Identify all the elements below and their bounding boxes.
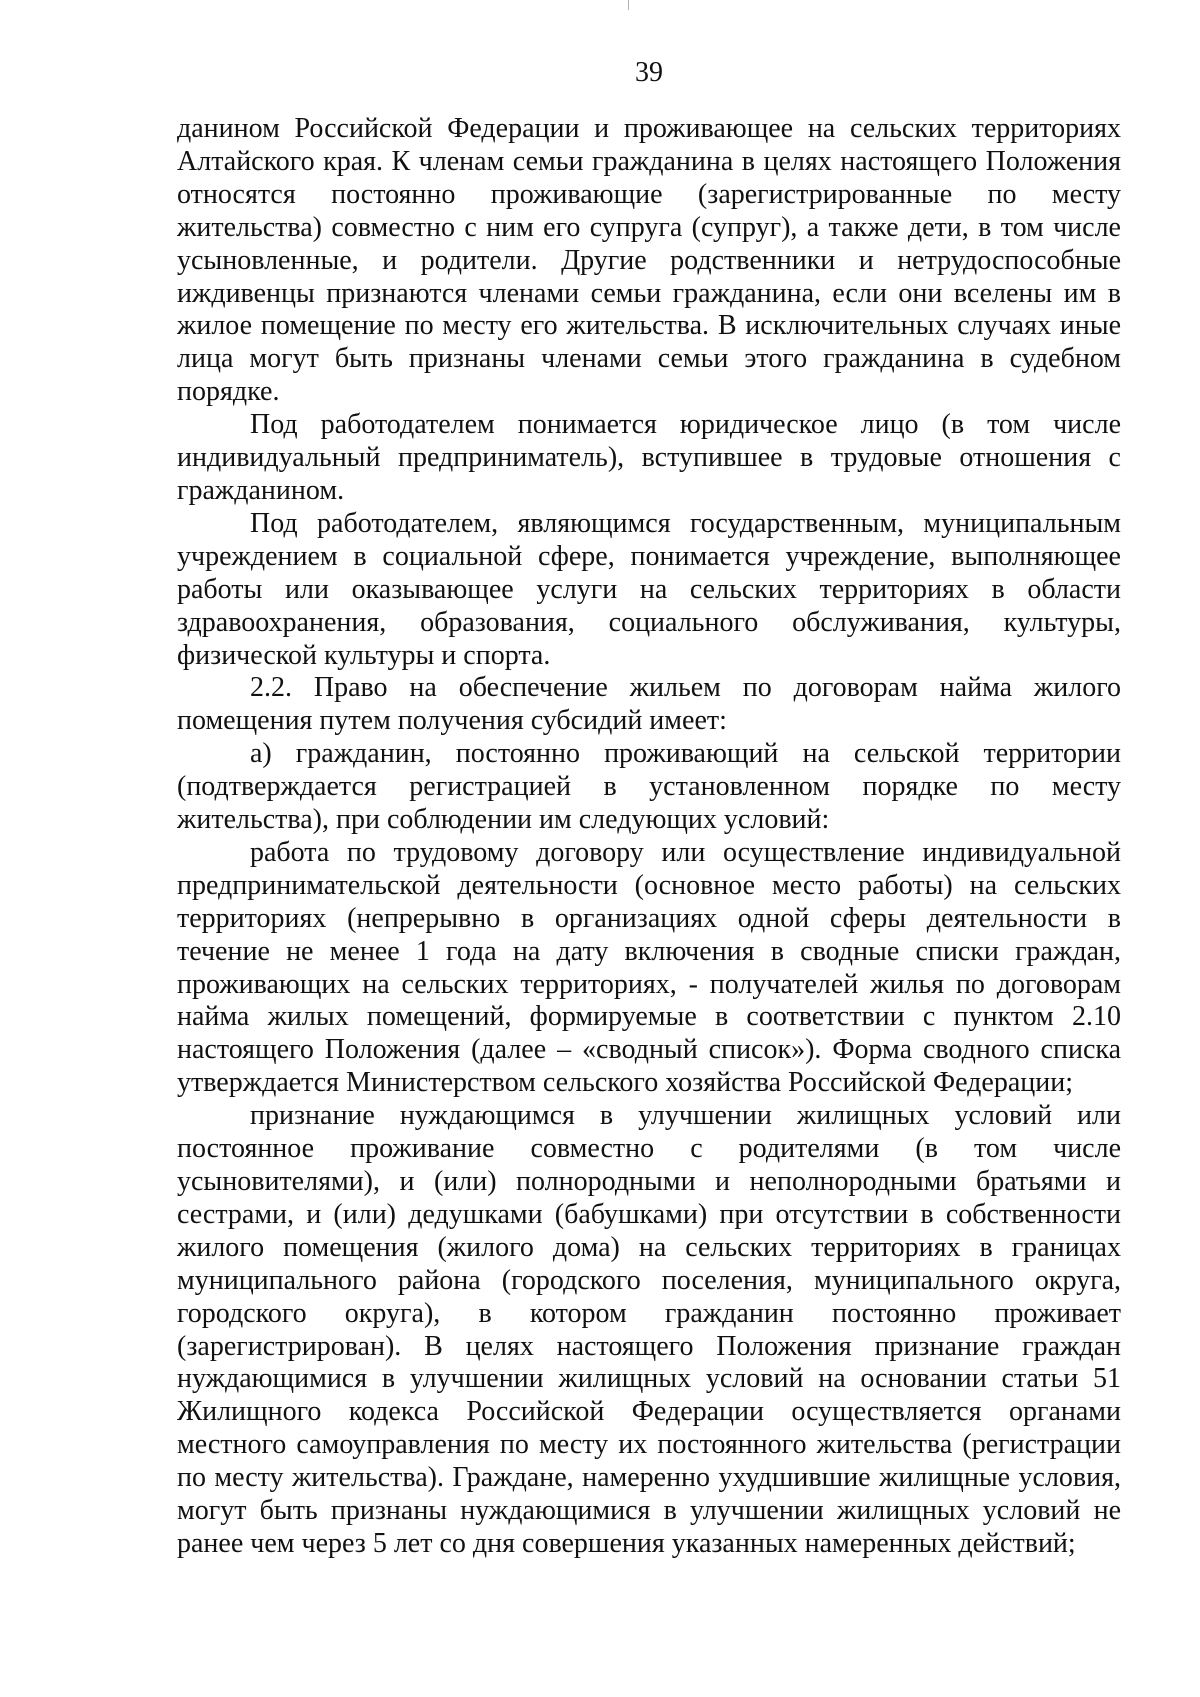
scan-mark (628, 0, 629, 10)
paragraph-employer-definition: Под работодателем понимается юридическое лицо (в том числе индивидуальный предприниматель), вступившее в трудовые отношения с гражданином. (177, 409, 1121, 506)
paragraph-continuation: данином Российской Федерации и проживающее на сельских территориях Алтайского края. К членам семьи гражданина в целях настоящего Положения относятся постоянно проживающие (зарегистрированные по месту жительства) совместно с ним его супруга (супруг), а также дети, в том числе усыновленные, и родители. Другие родственники и нетрудоспособные иждивенцы признаются членами семьи гражданина, если они вселены им в жилое помещение по месту его жительства. В исключительных случаях иные лица могут быть признаны членами семьи этого гражданина в судебном порядке. (177, 113, 1121, 408)
paragraph-section-2-2: 2.2. Право на обеспечение жильем по договорам найма жилого помещения путем получения субсидий имеет: (177, 672, 1121, 737)
paragraph-state-employer-definition: Под работодателем, являющимся государственным, муниципальным учреждением в социальной сфере, понимается учреждение, выполняющее работы или оказывающее услуги на сельских территориях в области здравоохранения, образования, социального обслуживания, культуры, физической культуры и спорта. (177, 507, 1121, 671)
document-body (177, 113, 1121, 1561)
paragraph-housing-condition: признание нуждающимся в улучшении жилищных условий или постоянное проживание совместно с родителями (в том числе усыновителями), и (или) полнородными и неполнородными братьями и сестрами, и (или) дедушками (бабушками) при отсутствии в собственности жилого помещения (жилого дома) на сельских территориях в границах муниципального района (городского поселения, муниципального округа, городского округа), в котором гражданин постоянно проживает (зарегистрирован). В целях настоящего Положения признание граждан нуждающимися в улучшении жилищных условий на основании статьи 51 Жилищного кодекса Российской Федерации осуществляется органами местного самоуправления по месту их постоянного жительства (регистрации по месту жительства). Граждане, намеренно ухудшившие жилищные условия, могут быть признаны нуждающимися в улучшении жилищных условий не ранее чем через 5 лет со дня совершения указанных намеренных действий; (177, 1100, 1121, 1559)
page-number: 39 (635, 57, 663, 88)
paragraph-item-a: а) гражданин, постоянно проживающий на сельской территории (подтверждается регистрацией в установленном порядке по месту жительства), при соблюдении им следующих условий: (177, 738, 1121, 836)
paragraph-work-condition: работа по трудовому договору или осуществление индивидуальной предпринимательской деятельности (основное место работы) на сельских территориях (непрерывно в организациях одной сферы деятельности в течение не менее 1 года на дату включения в сводные списки граждан, проживающих на сельских территориях, - получателей жилья по договорам найма жилых помещений, формируемые в соответствии с пунктом 2.10 настоящего Положения (далее – «сводный список»). Форма сводного списка утверждается Министерством сельского хозяйства Российской Федерации; (177, 836, 1121, 1099)
